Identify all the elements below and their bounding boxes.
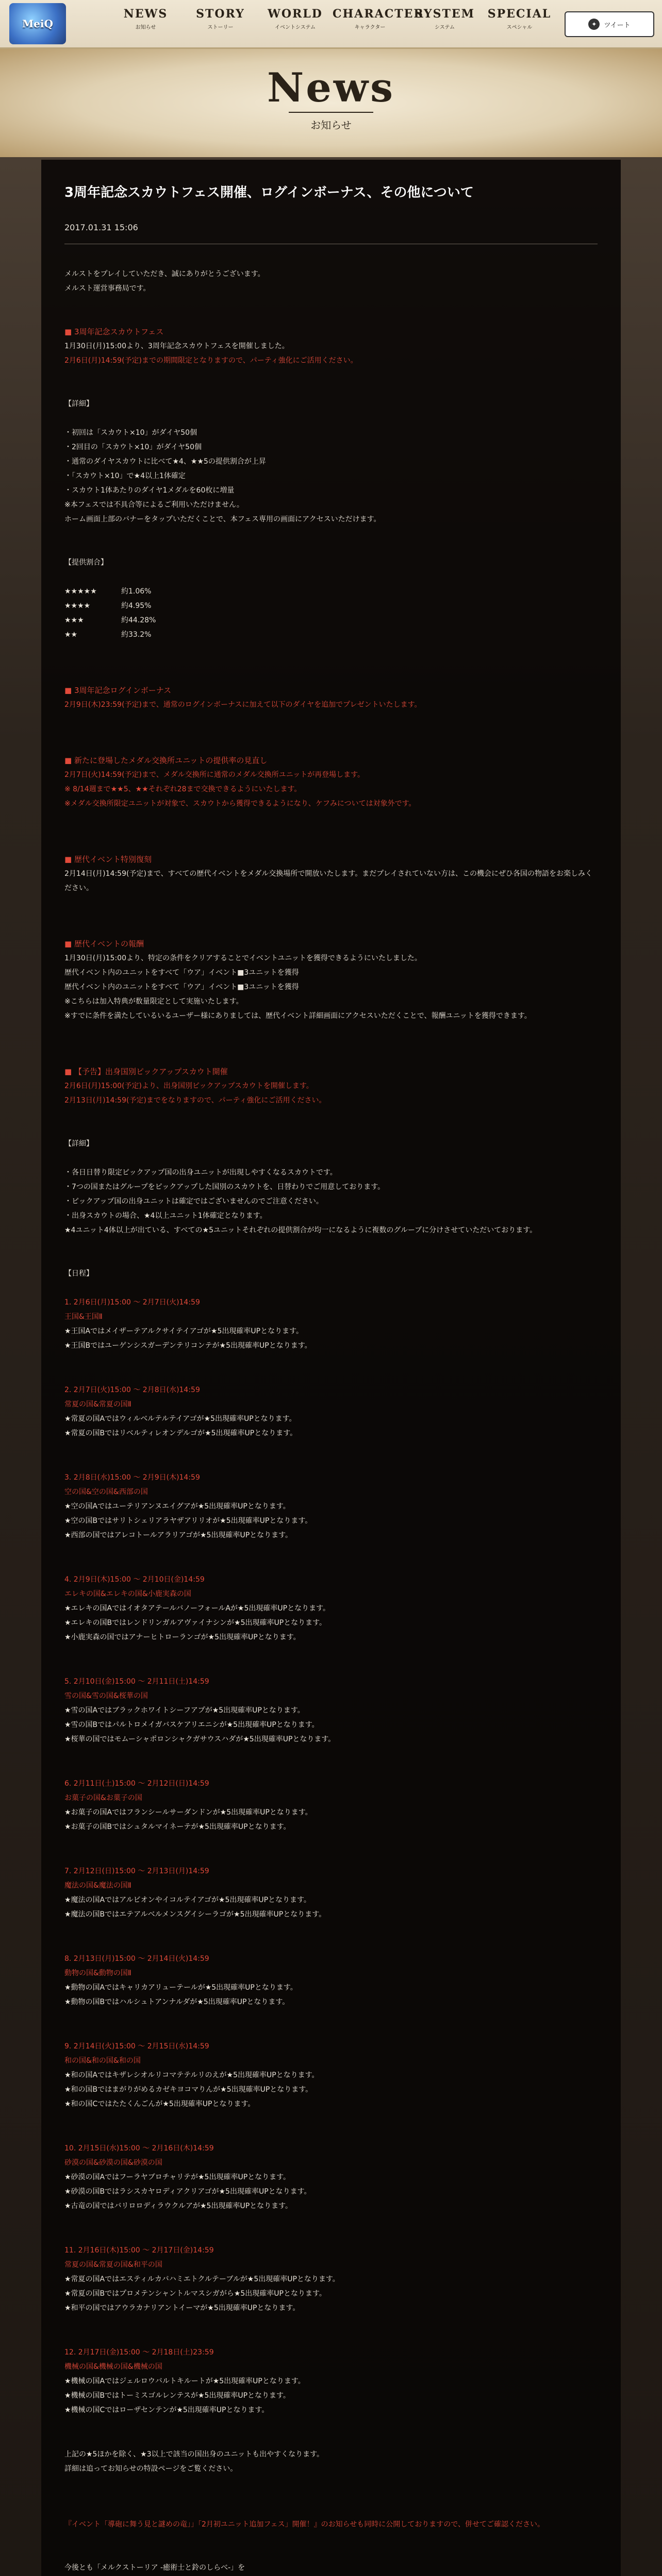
text-line: 上記の★5ほかを除く、★3以上で該当の国出身のユニットも出やすくなります。 [64, 2450, 324, 2459]
schedule-block [64, 1383, 598, 1470]
nav-item-news[interactable] [108, 7, 183, 30]
schedule-country: お菓子の国&お菓子の国 [64, 1794, 142, 1803]
notice-link[interactable]: 『イベント「導砲に舞う見と謎めの竜」」「2月初ユニット追加フェス」開催！』のお知らせも同時に公開しておりますので、併せてご確認ください。 [64, 2520, 544, 2529]
nav-sublabel: イベントシステム [275, 25, 316, 30]
section-heading: ■ 歴代イベントの報酬 [64, 937, 598, 951]
nav-item-story[interactable] [183, 7, 258, 30]
schedule-date: 8. 2月13日(月)15:00 ～ 2月14日(火)14:59 [64, 1955, 209, 1963]
schedule-country: エレキの国&エレキの国&小鹿実森の国 [64, 1590, 191, 1599]
schedule-line: ★小鹿実森の国ではアナーヒトローランゴが★5出現確率UPとなります。 [64, 1633, 301, 1642]
after-schedule-text [64, 2447, 598, 2476]
text-line: ・各日日替り限定ピックアップ国の出身ユニットが出現しやすくなるスカウトです。 [64, 1168, 337, 1177]
tweet-button[interactable] [565, 11, 654, 37]
page-title: News [267, 64, 395, 111]
detail-list [64, 426, 598, 527]
schedule-line: ★西部の国ではアレコトールアラリアゴが★5出現確率UPとなります。 [64, 1531, 293, 1540]
rates-table [64, 584, 598, 642]
rate-stars: ★★★★ [64, 602, 91, 611]
nav-label: SYSTEM [415, 7, 475, 21]
article-date: 2017.01.31 15:06 [64, 223, 598, 244]
schedule-block [64, 2141, 598, 2243]
schedule-line: ★和の国Bではまがりがめるカゼキヨコマりんが★5出現確率UPとなります。 [64, 2086, 313, 2094]
rate-stars: ★★ [64, 631, 78, 639]
text-line: ・スカウト1体あたりのダイヤ1メダルを60枚に増量 [64, 486, 235, 495]
text-line: 1月30日(月)15:00より、3周年記念スカウトフェスを開催しました。 [64, 342, 289, 351]
schedule-line: ★お菓子の国Bではシュタルマイネーテが★5出現確率UPとなります。 [64, 1823, 291, 1832]
text-line: 歴代イベント内のユニットをすべて「ウア」イベント■3ユニットを獲得 [64, 969, 299, 977]
rate-row [64, 584, 598, 599]
rate-value: 約4.95% [121, 602, 152, 611]
schedule-date: 4. 2月9日(木)15:00 ～ 2月10日(金)14:59 [64, 1575, 205, 1584]
text-line: 2月6日(月)14:59(予定)までの期間限定となりますので、パーティ強化にご活用ください。 [64, 357, 358, 365]
nav-sublabel: ストーリー [207, 25, 234, 30]
schedule-line: ★雪の国Aではブラックホワイトシーフアプが★5出現確率UPとなります。 [64, 1706, 305, 1715]
text-line: ホーム画面上部のバナーをタップいただくことで、本フェス専用の画面にアクセスいただけます。 [64, 515, 381, 524]
rate-row [64, 599, 598, 613]
schedule-date: 11. 2月16日(木)15:00 ～ 2月17日(金)14:59 [64, 2246, 214, 2255]
nav-item-world[interactable] [258, 7, 333, 30]
schedule-line: ★和の国Aではキザレシオルリコマテテルリのえが★5出現確率UPとなります。 [64, 2071, 319, 2080]
text-line: ・初回は「スカウト×10」がダイヤ50個 [64, 429, 197, 437]
schedule-line: ★魔法の国Bではエテアルベルメンスグイシーラゴが★5出現確率UPとなります。 [64, 1910, 326, 1919]
rates-label: 【提供割合】 [64, 558, 108, 567]
schedule-country: 空の国&空の国&西部の国 [64, 1488, 148, 1497]
article-title: 3周年記念スカウトフェス開催、ログインボーナス、その他について [64, 185, 474, 200]
nav-label: SPECIAL [487, 7, 552, 21]
nav-label: WORLD [268, 7, 323, 21]
schedule-line: ★お菓子の国Aではフランシールサーダンドンが★5出現確率UPとなります。 [64, 1808, 312, 1817]
schedule-line: ★砂漠の国Aではフーラヤブロチャリテが★5出現確率UPとなります。 [64, 2173, 291, 2182]
nav-label: STORY [196, 7, 245, 21]
nav-item-special[interactable] [482, 7, 557, 30]
rate-stars: ★★★★★ [64, 587, 97, 596]
schedule-country: 砂漠の国&砂漠の国&砂漠の国 [64, 2159, 162, 2167]
nav-item-system[interactable] [407, 7, 482, 30]
schedule-country: 雪の国&雪の国&桜華の国 [64, 1692, 148, 1701]
schedule-line: ★動物の国Bではハルシュトアンナルダが★5出現確率UPとなります。 [64, 1998, 290, 2007]
schedule-line: ★エレキの国AではイオタアテールバノーフォールAが★5出現確率UPとなります。 [64, 1604, 330, 1613]
schedule-country: 魔法の国&魔法の国Ⅱ [64, 1882, 131, 1890]
schedule-line: ★砂漠の国Bではラシスカヤロディアクリアゴが★5出現確率UPとなります。 [64, 2188, 311, 2196]
schedule-label: 【日程】 [64, 1269, 93, 1278]
text-line: 2月14日(月)14:59(予定)まで、すべての歴代イベントをメダル交換場所で開放いたします。まだプレイされていない方は、この機会にぜひ各国の物語をお楽しみください。 [64, 870, 592, 893]
schedule-block [64, 2039, 598, 2141]
nav-sublabel: お知らせ [135, 25, 156, 30]
schedule-country: 和の国&和の国&和の国 [64, 2057, 141, 2065]
schedule-country: 常夏の国&常夏の国Ⅱ [64, 1400, 131, 1409]
rate-value: 約33.2% [121, 631, 152, 639]
text-line: ※メダル交換所限定ユニットが対象で、スカウトから獲得できるようになり、ケフみについては対象外です。 [64, 800, 416, 808]
nav-label: CHARACTER [333, 7, 424, 21]
schedule-line: ★動物の国Aではキャリカアリューテールが★5出現確率UPとなります。 [64, 1984, 297, 1992]
schedule-country: 機械の国&機械の国&機械の国 [64, 2363, 162, 2371]
schedule-line: ★和の国Cではたたくんごんが★5出現確率UPとなります。 [64, 2100, 255, 2109]
schedule-country: 動物の国&動物の国Ⅱ [64, 1969, 131, 1978]
pickup-detail-list [64, 1165, 598, 1238]
nav-sublabel: システム [435, 25, 455, 30]
schedule-line: ★王国Bではユーゲンシスガーデンテリコンテが★5出現確率UPとなります。 [64, 1342, 312, 1350]
schedule-block [64, 1674, 598, 1776]
schedule-line: ★王国Aではメイザーテアルクサイテイアゴが★5出現確率UPとなります。 [64, 1327, 303, 1336]
schedule-date: 6. 2月11日(土)15:00 ～ 2月12日(日)14:59 [64, 1780, 209, 1788]
article-intro [64, 267, 598, 296]
main-nav [108, 7, 557, 30]
text-line: 歴代イベント内のユニットをすべて「ウア」イベント■3ユニットを獲得 [64, 983, 299, 992]
detail-label: 【詳細】 [64, 400, 93, 409]
text-line: 2月9日(木)23:59(予定)まで、通常のログインボーナスに加えて以下のダイヤを追加でプレゼントいたします。 [64, 701, 422, 709]
text-line: ※こちらは加入特典が数量限定として実施いたします。 [64, 997, 243, 1006]
text-line: ・7つの国またはグループをピックアップした国別のスカウトを、日替わりでご用意しております。 [64, 1183, 385, 1192]
text-line: 2月13日(月)14:59(予定)までをなりますので、パーティ強化にご活用ください。 [64, 1096, 326, 1105]
text-line: 2月6日(月)15:00(予定)より、出身国別ピックアップスカウトを開催します。 [64, 1082, 313, 1091]
nav-item-character[interactable] [333, 7, 424, 30]
game-logo[interactable]: MeiQ [9, 3, 66, 44]
schedule-line: ★古竜の国ではバリロロディラウクルアが★5出現確率UPとなります。 [64, 2202, 293, 2211]
schedule-date: 9. 2月14日(火)15:00 ～ 2月15日(水)14:59 [64, 2042, 209, 2051]
rate-stars: ★★★ [64, 616, 84, 625]
schedule-date: 1. 2月6日(月)15:00 ～ 2月7日(火)14:59 [64, 1298, 200, 1307]
medal-lines [64, 768, 598, 811]
schedule-block [64, 1470, 598, 1572]
schedule-line: ★常夏の国Bではプロメテンシャントルマスシガがら★5出現確率UPとなります。 [64, 2290, 326, 2298]
title-divider [289, 112, 373, 113]
text-line: 1月30日(月)15:00より、特定の条件をクリアすることでイベントユニットを獲得できるようにいたしました。 [64, 954, 422, 963]
section-heading: ■ 3周年記念ログインボーナス [64, 683, 598, 698]
schedule-line: ★常夏の国Bではリベルティレオンデルゴが★5出現確率UPとなります。 [64, 1429, 297, 1438]
page-subtitle: お知らせ [310, 119, 352, 131]
schedule-block [64, 1952, 598, 2039]
schedule-block [64, 2243, 598, 2345]
schedule-block [64, 1776, 598, 1864]
nav-label: NEWS [123, 7, 168, 21]
twitter-icon: ✦ [588, 19, 600, 30]
text-line: ※すでに条件を満たしているいるユーザー様にありましては、歴代イベント詳細画面にアクセスいただくことで、報酬ユニットを獲得できます。 [64, 1012, 532, 1021]
section-heading: ■ 3周年記念スカウトフェス [64, 325, 598, 339]
top-nav-bar [0, 0, 662, 49]
schedule-block [64, 1572, 598, 1674]
schedule-line: ★魔法の国Aではアルビオンやイコルテイアゴが★5出現確率UPとなります。 [64, 1896, 311, 1905]
schedule-line: ★常夏の国Aではエスティルカバハミエトクルテーブルが★5出現確率UPとなります。 [64, 2275, 340, 2284]
schedule-line: ★空の国Aではユーテリアンヌエイグアが★5出現確率UPとなります。 [64, 1502, 290, 1511]
text-line: ・出身スカウトの場合、★4以上ユニット1体確定となります。 [64, 1212, 267, 1221]
text-line: ※ 8/14週まで★★5、★★それぞれ28まで交換できるようにいたします。 [64, 785, 302, 794]
schedule-country: 常夏の国&常夏の国&和平の国 [64, 2261, 162, 2269]
event-lines [64, 951, 598, 1023]
schedule-line: ★機械の国Aではジェルロウバルトキルートが★5出現確率UPとなります。 [64, 2377, 305, 2386]
text-line: ・「スカウト×10」で★4以上1体確定 [64, 472, 186, 481]
text-line: メルストをプレイしていただき、誠にありがとうございます。 [64, 270, 265, 279]
text-line: メルスト運営事務局です。 [64, 284, 151, 293]
schedule-line: ★桜華の国ではモムーシャポロンシャクガサウスハダが★5出現確率UPとなります。 [64, 1735, 336, 1744]
schedule-line: ★機械の国Cではローザセンテンが★5出現確率UPとなります。 [64, 2406, 269, 2415]
rate-value: 約44.28% [121, 616, 156, 625]
text-line: 2月7日(火)14:59(予定)まで、メダル交換所に通常のメダル交換所ユニットが再登場します。 [64, 771, 365, 779]
schedule-line: ★常夏の国Aではウィルベルテルテイアゴが★5出現確率UPとなります。 [64, 1415, 296, 1423]
schedule-country: 王国&王国Ⅱ [64, 1313, 103, 1321]
schedule-date: 7. 2月12日(日)15:00 ～ 2月13日(月)14:59 [64, 1867, 209, 1876]
schedule-block [64, 1295, 598, 1383]
schedule-line: ★雪の国Bではパルトロメイガバスケアリエニシが★5出現確率UPとなります。 [64, 1721, 319, 1730]
section-heading: ■ 新たに登場したメダル交換所ユニットの提供率の見直し [64, 753, 598, 768]
text-line: ・通常のダイヤスカウトに比べて★4、★★5の提供割合が上昇 [64, 457, 266, 466]
detail-label: 【詳細】 [64, 1140, 93, 1148]
schedule-block [64, 2345, 598, 2447]
text-line: ★4ユニット4体以上が出ている、すべての★5ユニットそれぞれの提供割合が均一になるように複数のグループに分けさせていただいております。 [64, 1226, 537, 1235]
schedule-date: 12. 2月17日(金)15:00 ～ 2月18日(土)23:59 [64, 2348, 214, 2357]
text-line: ・ピックアップ国の出身ユニットは確定ではございませんのでご注意ください。 [64, 1197, 323, 1206]
section-heading: ■ 【予告】出身国別ピックアップスカウト開催 [64, 1064, 598, 1079]
closing-text [64, 2561, 598, 2576]
rate-value: 約1.06% [121, 587, 152, 596]
schedule-date: 3. 2月8日(水)15:00 ～ 2月9日(木)14:59 [64, 1473, 200, 1482]
schedule-line: ★エレキの国Bではレンドリンガルアヴァイナシンが★5出現確率UPとなります。 [64, 1619, 327, 1628]
schedule-line: ★機械の国Bではトーミスゴルレンテスが★5出現確率UPとなります。 [64, 2392, 290, 2400]
section-heading: ■ 歴代イベント特別復刻 [64, 852, 598, 867]
text-line: 詳細は追ってお知らせの特設ページをご覧ください。 [64, 2465, 238, 2473]
schedule-date: 5. 2月10日(金)15:00 ～ 2月11日(土)14:59 [64, 1677, 209, 1686]
schedule-date: 2. 2月7日(火)15:00 ～ 2月8日(水)14:59 [64, 1386, 200, 1395]
nav-sublabel: キャラクター [354, 25, 386, 30]
text-line: ・2回目の「スカウト×10」がダイヤ50個 [64, 443, 202, 452]
article-panel [41, 160, 621, 2576]
schedule-line: ★空の国Bではサリトシェリアラヤザアリリオが★5出現確率UPとなります。 [64, 1517, 312, 1526]
schedule-line: ★和平の国ではアウラカナリアントイーマが★5出現確率UPとなります。 [64, 2304, 300, 2313]
schedule-list [64, 1295, 598, 2447]
rate-row [64, 613, 598, 628]
tweet-label: ツイート [604, 21, 631, 29]
text-line: 今後とも「メルクストーリア -癒術士と鈴のしらべ-」を [64, 2564, 245, 2572]
rate-row [64, 628, 598, 642]
nav-sublabel: スペシャル [506, 25, 533, 30]
schedule-block [64, 1864, 598, 1952]
schedule-date: 10. 2月15日(水)15:00 ～ 2月16日(木)14:59 [64, 2144, 214, 2153]
text-line: ※本フェスでは不具合等によるご利用いただけません。 [64, 501, 244, 510]
page-banner [0, 49, 662, 157]
